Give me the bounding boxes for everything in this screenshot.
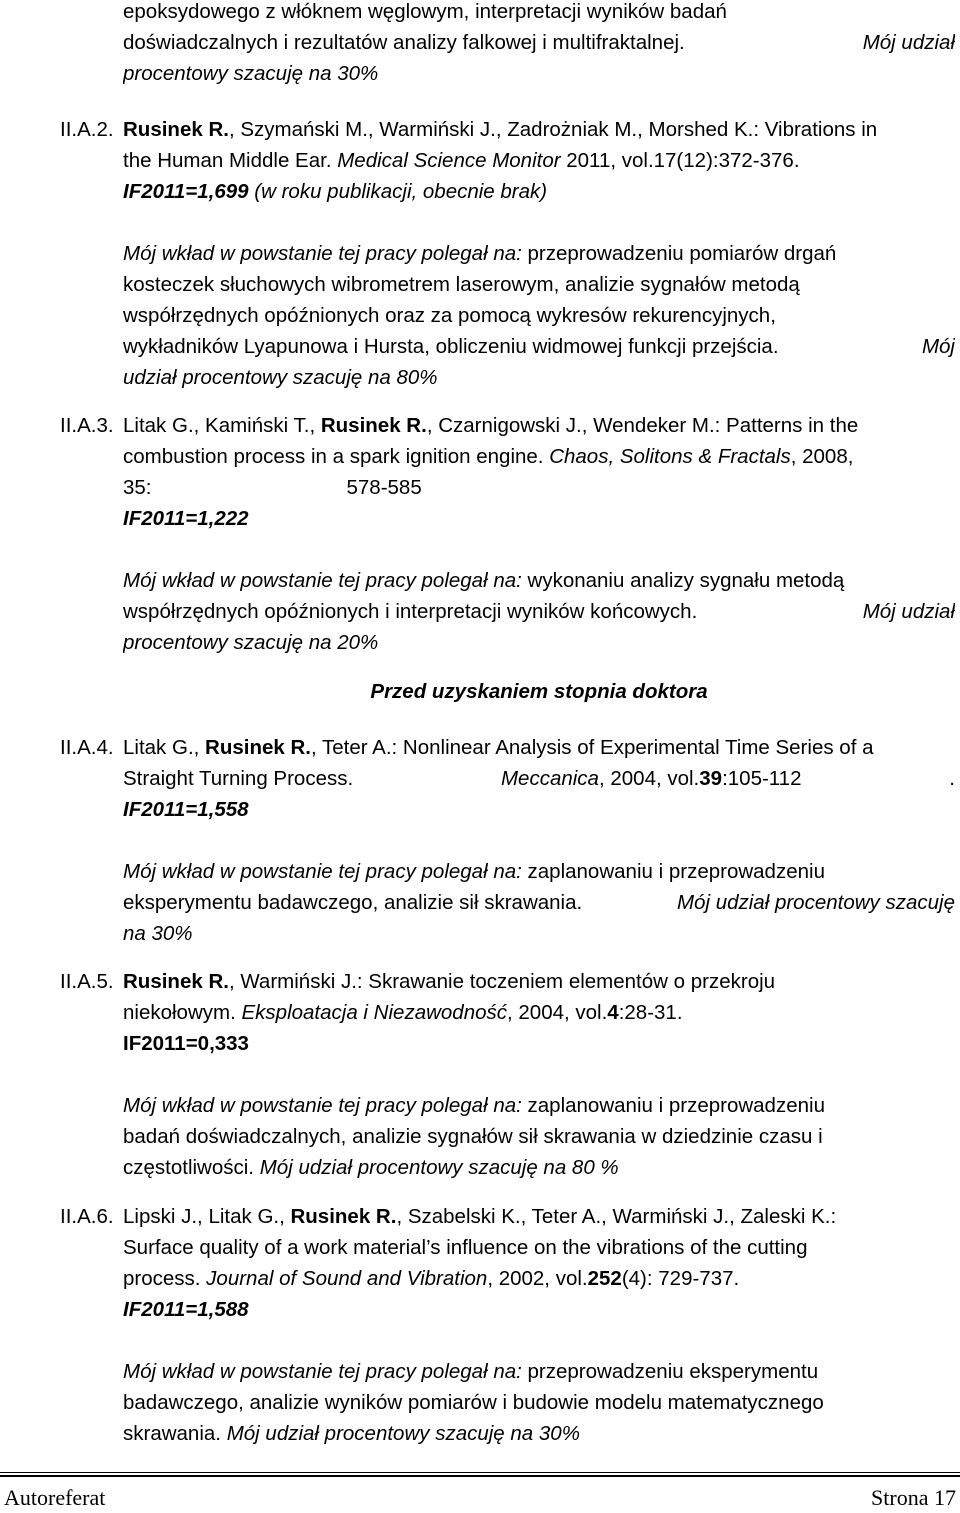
- text-line: doświadczalnych i rezultatów analizy falkowej i multifraktalnej.: [123, 31, 685, 54]
- spacer: [123, 534, 955, 565]
- footer-divider: [0, 1472, 960, 1473]
- contribution-line: [123, 238, 955, 269]
- impact-line: [123, 1028, 955, 1059]
- entry-II-A-2: [123, 114, 955, 393]
- page-number: Strona 17: [871, 1485, 956, 1510]
- contribution-text: zaplanowaniu i przeprowadzeniu: [521, 1094, 825, 1117]
- citation-line: [123, 145, 955, 176]
- entry-number: II.A.5.: [60, 970, 114, 993]
- title: process.: [123, 1267, 207, 1290]
- contribution-line: [123, 1121, 955, 1152]
- text-line: [123, 27, 955, 58]
- share-text: udział procentowy szacuję na 80%: [123, 366, 438, 389]
- share-text: na 30%: [123, 922, 193, 945]
- impact-line: [123, 1294, 955, 1325]
- contribution-lead: Mój wkład w powstanie tej pracy polegał na:: [123, 1360, 522, 1383]
- contribution-line: [123, 856, 955, 887]
- contribution-text: eksperymentu badawczego, analizie sił skrawania.: [123, 891, 583, 914]
- contribution-line: [123, 887, 955, 918]
- contribution-line: [123, 1418, 955, 1449]
- author-highlight: Rusinek R.: [205, 736, 311, 759]
- pages: :105-112: [722, 767, 802, 790]
- entry-II-A-4: [123, 732, 955, 949]
- share-text: Mój udział procentowy szacuję: [676, 891, 955, 914]
- impact-line: [123, 503, 955, 534]
- volume-number: 252: [587, 1267, 622, 1290]
- authors: Lipski J., Litak G.,: [123, 1205, 291, 1228]
- contribution-text: kosteczek słuchowych wibrometrem laserowym, analizie sygnałów metodą: [123, 273, 800, 296]
- author-highlight: Rusinek R.: [290, 1205, 397, 1228]
- entry-continuation: [123, 0, 955, 89]
- impact-factor: IF2011=0,333: [123, 1032, 249, 1055]
- contribution-lead: Mój wkład w powstanie tej pracy polegał na:: [123, 860, 522, 883]
- title: niekołowym.: [123, 1001, 242, 1024]
- contribution-text: badawczego, analizie wyników pomiarów i budowie modelu matematycznego: [123, 1391, 824, 1414]
- volume: 35:: [123, 476, 152, 499]
- contribution-text: przeprowadzeniu eksperymentu: [521, 1360, 819, 1383]
- text-line: [123, 0, 955, 27]
- authors: Litak G.,: [123, 736, 206, 759]
- spacer: [123, 1059, 955, 1090]
- contribution-line: [123, 1387, 955, 1418]
- contribution-line: [123, 1090, 955, 1121]
- journal-name: Journal of Sound and Vibration: [206, 1267, 488, 1290]
- share-text: Mój: [921, 335, 955, 358]
- citation-line: [123, 472, 955, 503]
- citation-line: [123, 732, 955, 763]
- authors: , Czarnigowski J., Wendeker M.: Patterns in the: [426, 414, 859, 437]
- impact-note: (w roku publikacji, obecnie brak): [248, 180, 548, 203]
- title: the Human Middle Ear.: [123, 149, 338, 172]
- impact-factor: IF2011=1,222: [123, 507, 249, 530]
- impact-line: [123, 176, 955, 207]
- title: Straight Turning Process.: [123, 767, 354, 790]
- volume: , 2004, vol.: [598, 767, 700, 790]
- spacer: [123, 825, 955, 856]
- text-line: epoksydowego z włóknem węglowym, interpretacji wyników badań: [123, 0, 727, 23]
- contribution-text: skrawania.: [123, 1422, 227, 1445]
- contribution-text: współrzędnych opóźnionych oraz za pomocą wykresów rekurencyjnych,: [123, 304, 776, 327]
- contribution-text: wykładników Lyapunowa i Hursta, obliczeniu widmowej funkcji przejścia.: [123, 335, 779, 358]
- authors: , Teter A.: Nonlinear Analysis of Experimental Time Series of a: [310, 736, 874, 759]
- title: Surface quality of a work material’s influence on the vibrations of the cutting: [123, 1236, 808, 1259]
- citation-line: [123, 114, 955, 145]
- pages: (4): 729-737.: [621, 1267, 740, 1290]
- entry-II-A-5: [123, 966, 955, 1183]
- volume: , 2004, vol.: [507, 1001, 608, 1024]
- impact-line: [123, 794, 955, 825]
- contribution-lead: Mój wkład w powstanie tej pracy polegał na:: [123, 569, 522, 592]
- citation-line: [123, 441, 955, 472]
- entry-II-A-3: [123, 410, 955, 658]
- author-highlight: Rusinek R.: [123, 970, 229, 993]
- journal-name: Medical Science Monitor: [337, 149, 561, 172]
- contribution-lead: Mój wkład w powstanie tej pracy polegał na:: [123, 242, 522, 265]
- author-highlight: Rusinek R.: [123, 118, 229, 141]
- title: combustion process in a spark ignition engine.: [123, 445, 550, 468]
- journal-name: Meccanica: [500, 767, 599, 790]
- contribution-line: [123, 300, 955, 331]
- authors: Litak G., Kamiński T.,: [123, 414, 321, 437]
- share-text: Mój udział procentowy szacuję na 30%: [226, 1422, 580, 1445]
- citation-line: [123, 997, 955, 1028]
- spacer: [123, 1325, 955, 1356]
- impact-factor: IF2011=1,699: [123, 180, 249, 203]
- contribution-text: częstotliwości.: [123, 1156, 260, 1179]
- impact-factor: IF2011=1,558: [123, 798, 249, 821]
- volume: , 2008,: [790, 445, 854, 468]
- contribution-line: [123, 1356, 955, 1387]
- contribution-lead: Mój wkład w powstanie tej pracy polegał na:: [123, 1094, 522, 1117]
- share-text: procentowy szacuję na 20%: [123, 631, 379, 654]
- footer-title: Autoreferat: [4, 1485, 106, 1510]
- footer-divider-thick: [0, 1475, 960, 1477]
- share-text: Mój udział procentowy szacuję na 80 %: [259, 1156, 619, 1179]
- pages: :28-31.: [618, 1001, 683, 1024]
- citation-line: [123, 1201, 955, 1232]
- spacer: [123, 207, 955, 238]
- citation-line: [123, 966, 955, 997]
- section-heading: Przed uzyskaniem stopnia doktora: [370, 680, 708, 703]
- citation-line: [123, 1263, 955, 1294]
- entry-number: II.A.2.: [60, 118, 114, 141]
- contribution-text: zaplanowaniu i przeprowadzeniu: [521, 860, 825, 883]
- share-text: Mój udział: [862, 31, 955, 54]
- contribution-line: [123, 331, 955, 362]
- citation-line: [123, 763, 955, 794]
- volume: 2011, vol.17(12):372-376.: [560, 149, 800, 172]
- entry-number: II.A.3.: [60, 414, 114, 437]
- contribution-text: wykonaniu analizy sygnału metodą: [521, 569, 845, 592]
- volume-number: 4: [607, 1001, 619, 1024]
- share-text: procentowy szacuję na 30%: [123, 62, 379, 85]
- entry-number: II.A.4.: [60, 736, 114, 759]
- citation-line: [123, 1232, 955, 1263]
- author-highlight: Rusinek R.: [320, 414, 427, 437]
- journal-name: Chaos, Solitons & Fractals: [549, 445, 791, 468]
- volume: , 2002, vol.: [487, 1267, 588, 1290]
- contribution-line: [123, 1152, 955, 1183]
- journal-name: Eksploatacja i Niezawodność: [241, 1001, 507, 1024]
- pages: 578-585: [346, 476, 422, 499]
- share-text: Mój udział: [862, 600, 955, 623]
- authors: , Szabelski K., Teter A., Warmiński J., Zaleski K.:: [396, 1205, 837, 1228]
- contribution-text: przeprowadzeniu pomiarów drgań: [521, 242, 837, 265]
- impact-factor: IF2011=1,588: [123, 1298, 249, 1321]
- citation-line: [123, 410, 955, 441]
- contribution-line: [123, 269, 955, 300]
- contribution-line: [123, 565, 955, 596]
- contribution-text: współrzędnych opóźnionych i interpretacji wyników końcowych.: [123, 600, 698, 623]
- contribution-text: badań doświadczalnych, analizie sygnałów sił skrawania w dziedzinie czasu i: [123, 1125, 823, 1148]
- entry-II-A-6: [123, 1201, 955, 1449]
- authors: , Warmiński J.: Skrawanie toczeniem elementów o przekroju: [228, 970, 776, 993]
- punctuation: .: [949, 767, 955, 790]
- volume-number: 39: [699, 767, 723, 790]
- entry-number: II.A.6.: [60, 1205, 114, 1228]
- authors: , Szymański M., Warmiński J., Zadrożniak M., Morshed K.: Vibrations in: [228, 118, 878, 141]
- contribution-line: [123, 596, 955, 627]
